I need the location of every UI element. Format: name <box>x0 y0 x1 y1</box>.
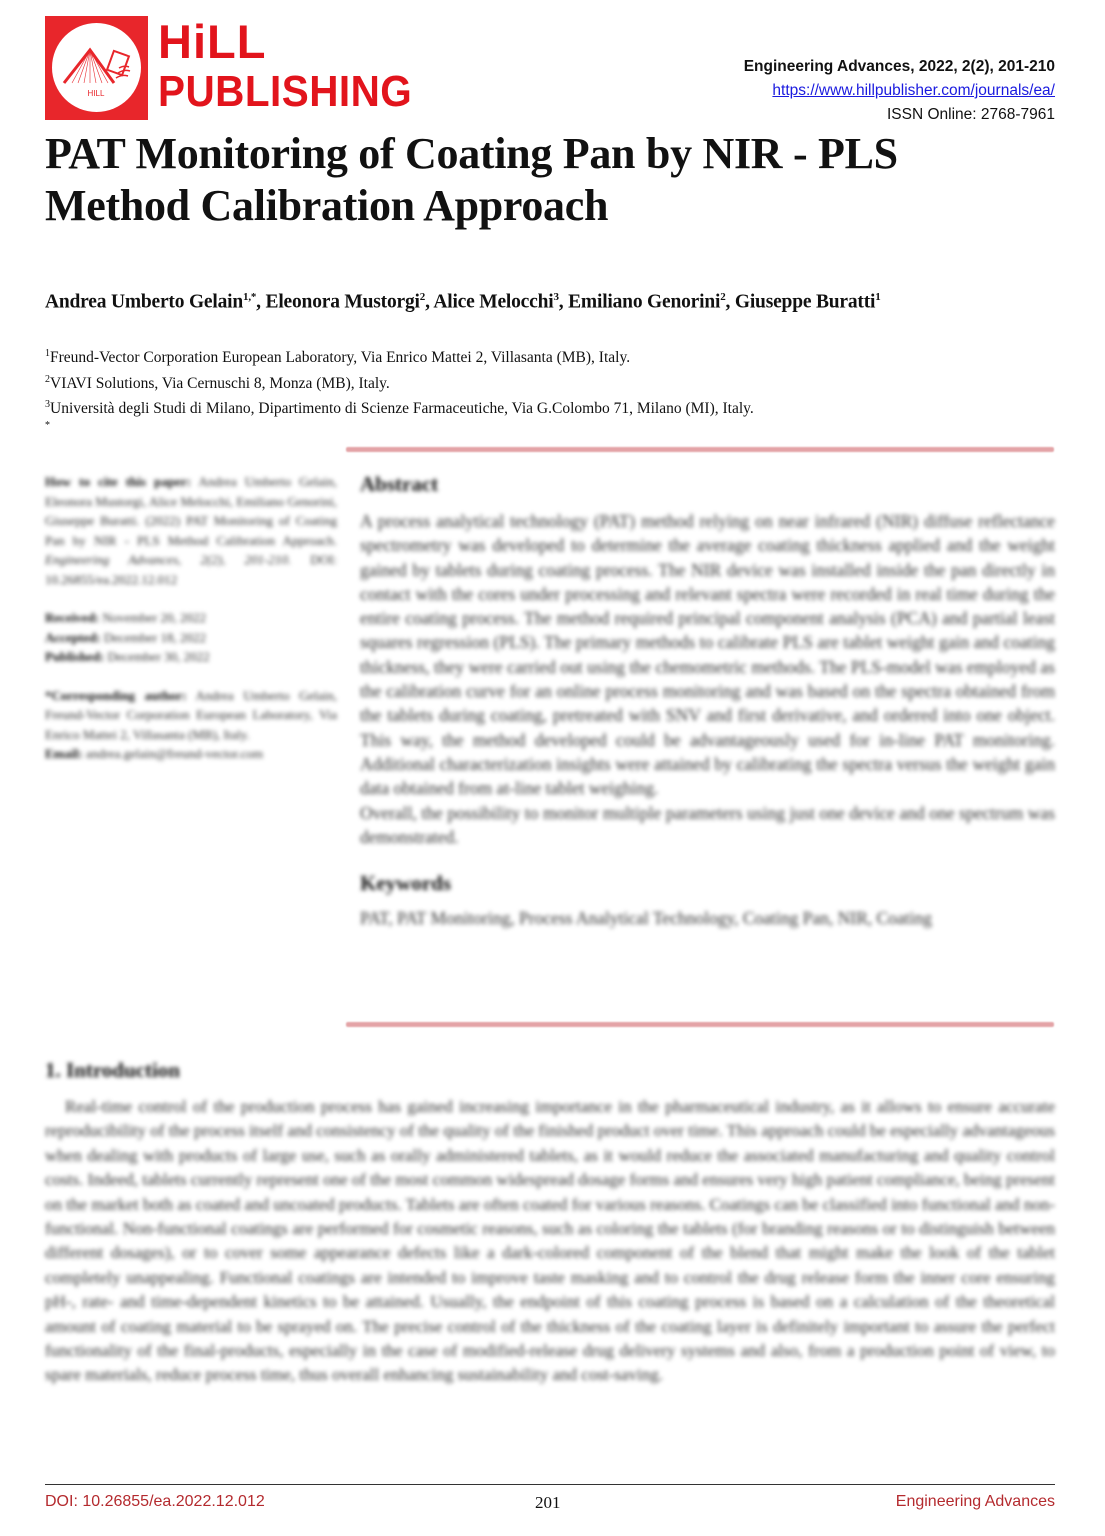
footer-journal-name: Engineering Advances <box>895 1493 1055 1510</box>
how-to-cite: How to cite this paper: Andrea Umberto Gelain, Eleonora Mustorgi, Alice Melocchi, Emiliano Genorini, Giuseppe Buratti. (2022) PAT Monitoring of Coating Pan by NIR - PLS Method Calibration Approach. Engineering Advances, 2(2), 201-210. DOI: 10.26855/ea.2022.12.012 <box>45 474 338 587</box>
journal-info <box>744 55 1055 127</box>
publisher-logo-emblem <box>45 16 148 120</box>
logo-line-2: PUBLISHING <box>158 67 413 116</box>
abstract-text-2: Overall, the possibility to monitor multiple parameters using just one device and one spectrum was demonstrated. <box>360 802 1055 847</box>
email-link[interactable]: andrea.gelain@freund-vector.com <box>85 746 264 761</box>
divider-bottom <box>346 1022 1054 1027</box>
author-list: Andrea Umberto Gelain$^{1,*}$, Eleonora Mustorgi$^2$, Alice Melocchi$^3$, Emiliano Genorini$^2$, Giuseppe Buratti$^1$ <box>45 291 881 313</box>
keywords: PAT, PAT Monitoring, Process Analytical Technology, Coating Pan, NIR, Coating <box>360 908 932 929</box>
affiliation: * <box>45 419 50 431</box>
corresponding-author: *Corresponding author: Andrea Umberto Gelain, Freund-Vector Corporation European Laboratory, Via Enrico Mattei 2, Villasanta (MB), Italy. Email: andrea.gelain@freund-vector.com <box>45 687 337 761</box>
affiliation: $^1$Freund-Vector Corporation European Laboratory, Via Enrico Mattei 2, Villasanta (MB), Italy. <box>45 348 631 367</box>
paper-title: PAT Monitoring of Coating Pan by NIR - PLS Method Calibration Approach <box>45 129 898 230</box>
author: Giuseppe Buratti <box>734 291 876 313</box>
footer-rule <box>45 1484 1055 1485</box>
journal-url-link[interactable]: https://www.hillpublisher.com/journals/ea/ <box>772 82 1055 99</box>
abstract-text: A process analytical technology (PAT) method relying on near infrared (NIR) diffuse reflectance spectrometry was developed to determine the average coating thickness applied and the weight gained by tablets during coating process. The NIR device was installed inside the pan directly in contact with the cores under processing and relevant spectra were recorded in real time during the entire coating process. The method required principal component analysis (PCA) and partial least squares regression (PLS). The primary methods to calibrate PLS are tablet weight gain and coating thickness, they were carried out using the chemometric methods. The PLS-model was employed as the calibration curve for an online process monitoring and was based on the spectra obtained from the tablets during coating, pretreated with SNV and first derivative, and ordered into one object. This way, the method developed could be advantageously used for in-line PAT monitoring. Additional characterization insights were attained by calibrating the spectra versus the weight gain data obtained from at-line tablet weighing. <box>360 511 1055 799</box>
author: Emiliano Genorini <box>568 291 721 313</box>
affiliation: $^2$VIAVI Solutions, Via Cernuschi 8, Monza (MB), Italy. <box>45 373 390 392</box>
keywords-heading: Keywords <box>360 871 451 896</box>
logo-circle <box>52 23 141 112</box>
author: Alice Melocchi <box>433 291 554 313</box>
abstract-heading: Abstract <box>360 472 439 496</box>
introduction-section <box>45 1058 1055 1388</box>
citation-sidebar <box>45 472 337 783</box>
divider-top <box>346 447 1054 452</box>
page-number: 201 <box>535 1493 561 1512</box>
open-book-icon <box>52 23 141 112</box>
affiliations <box>45 343 754 436</box>
journal-citation: Engineering Advances, 2022, 2(2), 201-210 <box>743 58 1055 75</box>
svg-text:HILL: HILL <box>87 89 105 98</box>
dates: Received: November 20, 2022 Accepted: December 18, 2022 Published: December 30, 2022 <box>45 610 210 664</box>
author: Eleonora Mustorgi <box>265 291 420 313</box>
footer-doi: DOI: 10.26855/ea.2022.12.012 <box>45 1493 265 1510</box>
logo-line-1: HiLL <box>158 15 267 68</box>
author: Andrea Umberto Gelain <box>45 291 244 313</box>
issn: ISSN Online: 2768-7961 <box>886 106 1055 123</box>
publisher-logo-text <box>158 15 434 116</box>
introduction-heading: 1. Introduction <box>45 1058 180 1082</box>
introduction-text: Real-time control of the production process has gained increasing importance in the pharmaceutical industry, as it allows to ensure accurate reproducibility of the process itself and consistency of the quality of the finished product over time. This approach could be especially advantageous when dealing with products of large use, such as orally administered tablets, as it would reduce the associated manufacturing and quality control costs. Indeed, tablets currently represent one of the most common widespread dosage forms and ensures very high patient compliance, being present on the market both as coated and uncoated products. Tablets are often coated for various reasons. Coatings can be classified into functional and non-functional. Non-functional coatings are performed for cosmetic reasons, such as coloring the tablets (for branding reasons or to distinguish between different dosages), or to cover some appearance defects like a dark-colored component of the blend that might make the look of the tablet completely unappealing. Functional coatings are intended to improve taste masking and to control the drug release form the inner core ensuring pH-, rate- and time-dependent kinetics to be attained. Usually, the endpoint of this coating process is based on a calculation of the theoretical amount of coating material to be sprayed on. The precise control of the thickness of the coating layer is definitely important to assure the perfect functionality of the final-products, especially in the case of modified-release drug delivery systems and also, from a production point of view, to spare materials, reduce process time, thus overall enhancing sustainability and cost-saving. <box>45 1097 1055 1385</box>
affiliation: $^3$Università degli Studi di Milano, Dipartimento di Scienze Farmaceutiche, Via G.Colombo 71, Milano (MI), Italy. <box>45 399 754 418</box>
abstract-section <box>360 472 1055 930</box>
